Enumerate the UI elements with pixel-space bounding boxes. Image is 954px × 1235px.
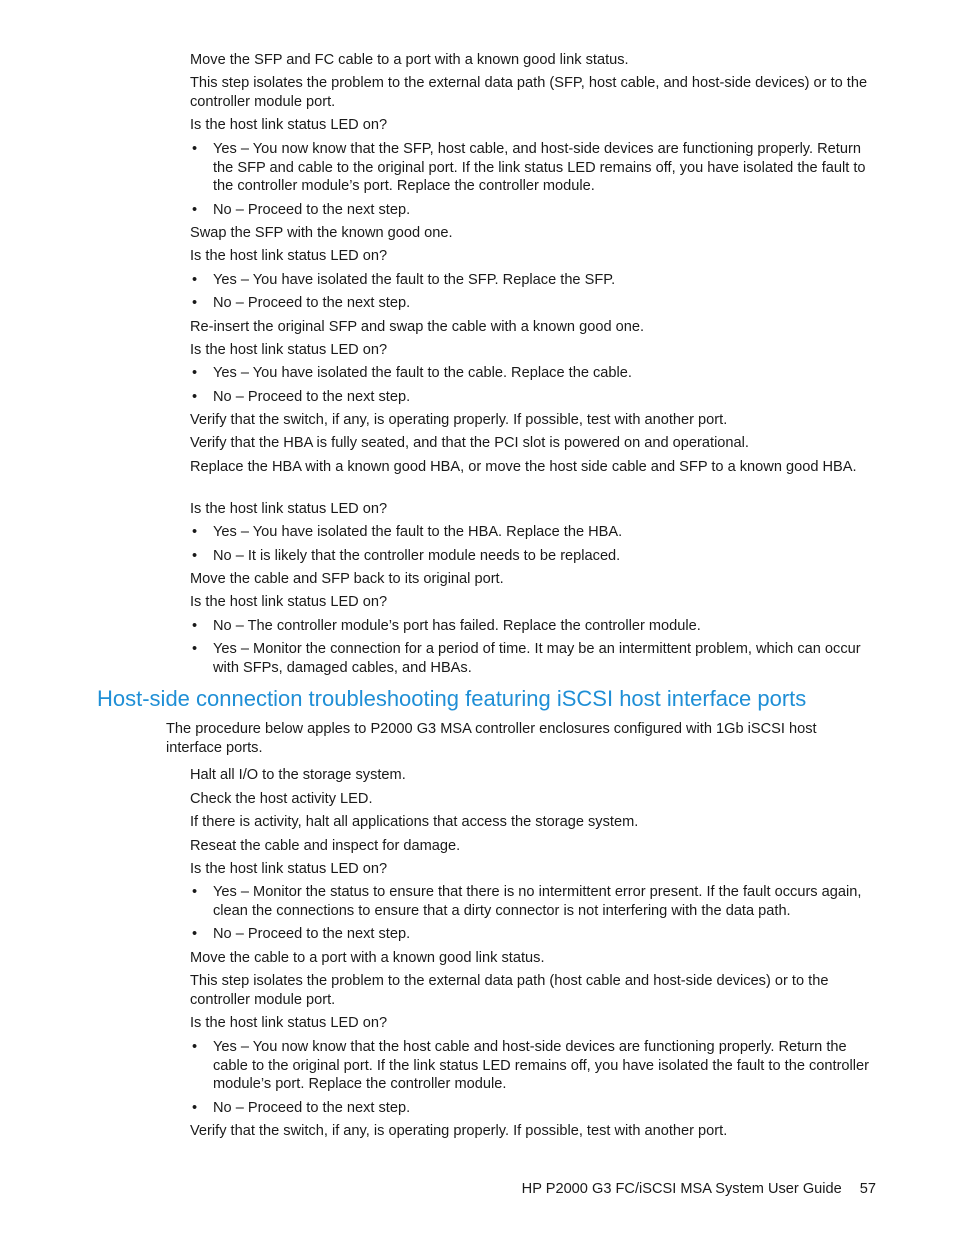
bullet-item <box>190 925 880 944</box>
step-text: Verify that the switch, if any, is operating properly. If possible, test with another port. <box>190 1123 728 1139</box>
bullet-marker: • <box>192 524 198 540</box>
bullet-marker: • <box>192 272 198 288</box>
step-text: Move the SFP and FC cable to a port with a known good link status. <box>190 52 629 68</box>
bullet-text: Yes – Monitor the connection for a period of time. It may be an intermittent problem, which can occur with SFPs, damaged cables, and HBAs. <box>213 641 861 676</box>
bullet-text: No – Proceed to the next step. <box>213 926 411 942</box>
bullet-text: No – It is likely that the controller module needs to be replaced. <box>213 548 621 564</box>
step-text: Verify that the HBA is fully seated, and that the PCI slot is powered on and operational. <box>190 435 749 451</box>
page-number: 57 <box>859 1181 876 1197</box>
bullet-item <box>190 294 880 313</box>
bullet-item <box>190 1038 880 1094</box>
step-question: Is the host link status LED on? <box>190 342 388 358</box>
step-text: If there is activity, halt all applications that access the storage system. <box>190 814 639 830</box>
section-intro: The procedure below apples to P2000 G3 MSA controller enclosures configured with 1Gb iSCSI host interface ports. <box>166 721 817 756</box>
bullet-text: Yes – You have isolated the fault to the cable. Replace the cable. <box>213 365 632 381</box>
bullet-text: No – Proceed to the next step. <box>213 295 411 311</box>
bullet-marker: • <box>192 1039 198 1055</box>
bullet-item <box>190 364 880 383</box>
step-question: Is the host link status LED on? <box>190 501 388 517</box>
bullet-text: Yes – You now know that the SFP, host cable, and host-side devices are functioning properly. Return the SFP and cable to the original port. If the link status LED remains off, you have isolated the fault to the controller module’s port. Replace the controller module. <box>213 141 866 195</box>
step-text: Move the cable and SFP back to its original port. <box>190 571 504 587</box>
step-text: Halt all I/O to the storage system. <box>190 767 406 783</box>
bullet-text: No – Proceed to the next step. <box>213 1100 411 1116</box>
step-text: This step isolates the problem to the external data path (host cable and host-side devices) or to the controller module port. <box>190 973 829 1008</box>
bullet-text: Yes – Monitor the status to ensure that there is no intermittent error present. If the fault occurs again, clean the connections to ensure that a dirty connector is not interfering with the data path. <box>213 884 862 919</box>
bullet-marker: • <box>192 1100 198 1116</box>
bullet-text: Yes – You have isolated the fault to the SFP. Replace the SFP. <box>213 272 616 288</box>
bullet-item <box>190 271 880 290</box>
bullet-item <box>190 523 880 542</box>
bullet-marker: • <box>192 202 198 218</box>
step-text: Swap the SFP with the known good one. <box>190 225 453 241</box>
bullet-item <box>190 640 880 677</box>
step-text: Reseat the cable and inspect for damage. <box>190 838 461 854</box>
page-footer <box>522 1180 876 1198</box>
bullet-item <box>190 883 880 920</box>
step-question: Is the host link status LED on? <box>190 248 388 264</box>
bullet-marker: • <box>192 618 198 634</box>
footer-title: HP P2000 G3 FC/iSCSI MSA System User Guide <box>521 1181 842 1197</box>
bullet-text: Yes – You have isolated the fault to the HBA. Replace the HBA. <box>213 524 623 540</box>
bullet-marker: • <box>192 365 198 381</box>
bullet-item <box>190 617 880 636</box>
bullet-item <box>190 140 880 196</box>
bullet-text: Yes – You now know that the host cable and host-side devices are functioning properly. Return the cable to the original port. If the link status LED remains off, you have isolated the fault to the controller module’s port. Replace the controller module. <box>213 1039 870 1093</box>
step-text: Move the cable to a port with a known good link status. <box>190 950 545 966</box>
step-question: Is the host link status LED on? <box>190 861 388 877</box>
bullet-marker: • <box>192 141 198 157</box>
bullet-marker: • <box>192 641 198 657</box>
bullet-marker: • <box>192 884 198 900</box>
section-heading: Host-side connection troubleshooting featuring iSCSI host interface ports <box>97 686 807 711</box>
step-question: Is the host link status LED on? <box>190 117 388 133</box>
bullet-text: No – Proceed to the next step. <box>213 202 411 218</box>
bullet-marker: • <box>192 295 198 311</box>
bullet-item <box>190 547 880 566</box>
bullet-text: No – The controller module’s port has failed. Replace the controller module. <box>213 618 701 634</box>
bullet-item <box>190 201 880 220</box>
step-text: Verify that the switch, if any, is operating properly. If possible, test with another port. <box>190 412 728 428</box>
step-question: Is the host link status LED on? <box>190 594 388 610</box>
bullet-item <box>190 1099 880 1118</box>
bullet-marker: • <box>192 548 198 564</box>
bullet-marker: • <box>192 389 198 405</box>
bullet-marker: • <box>192 926 198 942</box>
step-question: Is the host link status LED on? <box>190 1015 388 1031</box>
step-text: Check the host activity LED. <box>190 791 373 807</box>
step-text: This step isolates the problem to the external data path (SFP, host cable, and host-side devices) or to the controller module port. <box>190 75 868 110</box>
step-text: Replace the HBA with a known good HBA, or move the host side cable and SFP to a known good HBA. <box>190 459 857 475</box>
bullet-text: No – Proceed to the next step. <box>213 389 411 405</box>
bullet-item <box>190 388 880 407</box>
step-text: Re-insert the original SFP and swap the cable with a known good one. <box>190 319 645 335</box>
